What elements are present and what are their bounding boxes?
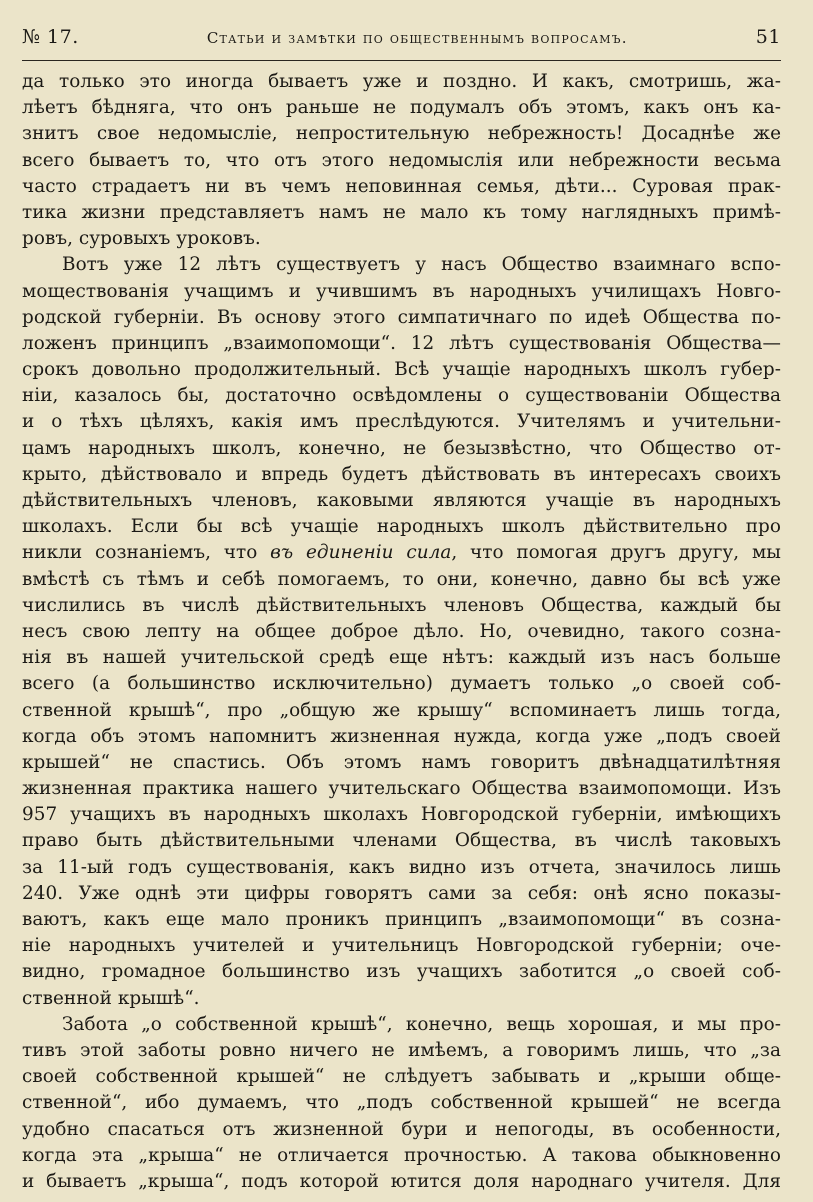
- text-line: тивъ этой заботы ровно ничего не имѣемъ, а говоримъ лишь, что „за: [22, 1039, 781, 1061]
- text-line: несъ свою лепту на общее доброе дѣло. Но, очевидно, такого созна-: [22, 620, 781, 642]
- text-line: право быть дѣйствительными членами Общества, въ числѣ таковыхъ: [22, 830, 781, 852]
- text-line: числились въ числѣ дѣйствительныхъ членовъ Общества, каждый бы: [22, 594, 781, 616]
- text-line: ственной“, ибо думаемъ, что „подъ собственной крышей“ не всегда: [22, 1092, 781, 1114]
- text-line: лѣетъ бѣдняга, что онъ раньше не подумалъ объ этомъ, какъ онъ ка-: [22, 97, 781, 119]
- text-line: тика жизни представляетъ намъ не мало къ тому наглядныхъ примѣ-: [22, 201, 781, 223]
- text-line: срокъ довольно продолжительный. Всѣ учащіе народныхъ школъ губер-: [22, 359, 781, 381]
- text-line: и бываетъ „крыша“, подъ которой ютится доля народнаго учителя. Для: [22, 1170, 781, 1192]
- text-line: ложенъ принципъ „взаимопомощи“. 12 лѣтъ существованія Общества—: [22, 332, 781, 354]
- text-line: за 11-ый годъ существованія, какъ видно изъ отчета, значилось лишь: [22, 856, 781, 878]
- text-line: да только это иногда бываетъ уже и поздно. И какъ, смотришь, жа-: [22, 71, 781, 92]
- text-line: крыто, дѣйствовало и впредь будетъ дѣйствовать въ интересахъ своихъ: [22, 463, 781, 485]
- text-line: всего бываетъ то, что отъ этого недомыслія или небрежности весьма: [22, 149, 781, 171]
- text-segment: никли сознаніемъ, что: [22, 542, 271, 564]
- text-line: всего (а большинство исключительно) думаетъ только „о своей соб-: [22, 673, 781, 695]
- text-line: видно, громадное большинство изъ учащихъ заботится „о своей соб-: [22, 961, 781, 983]
- text-line: родской губерніи. Въ основу этого симпатичнаго по идеѣ Общества по-: [22, 306, 781, 328]
- text-line: цамъ народныхъ школъ, конечно, не безызвѣстно, что Общество от-: [22, 437, 781, 459]
- text-line: часто страдаетъ ни въ чемъ неповинная семья, дѣти... Суровая прак-: [22, 175, 781, 197]
- text-line: Забота „о собственной крышѣ“, конечно, вещь хорошая, и мы про-: [62, 1013, 781, 1035]
- text-line: удобно спасаться отъ жизненной бури и непогоды, въ особенности,: [22, 1118, 781, 1140]
- article-body: [22, 69, 781, 1195]
- text-line: [22, 540, 781, 566]
- text-line: когда эта „крыша“ не отличается прочностью. А такова обыкновенно: [22, 1144, 781, 1166]
- text-line: ніи, казалось бы, достаточно освѣдомлены о существованіи Общества: [22, 385, 781, 407]
- text-line: вмѣстѣ съ тѣмъ и себѣ помогаемъ, то они, конечно, давно бы всѣ уже: [22, 568, 781, 590]
- text-line: 240. Уже однѣ эти цифры говорятъ сами за себя: онѣ ясно показы-: [22, 882, 781, 904]
- page-number: 51: [755, 26, 781, 48]
- text-line: когда объ этомъ напомнитъ жизненная нужда, когда уже „подъ своей: [22, 725, 781, 747]
- text-line: ственной крышѣ“.: [22, 987, 200, 1009]
- running-header: [22, 26, 781, 61]
- text-line: крышей“ не спастись. Объ этомъ намъ говоритъ двѣнадцатилѣтняя: [22, 751, 781, 773]
- text-segment: , что помогая другъ другу, мы: [451, 542, 781, 564]
- text-line: Вотъ уже 12 лѣтъ существуетъ у насъ Общество взаимнаго вспо-: [62, 254, 781, 276]
- text-line: нія въ нашей учительской средѣ еще нѣтъ: каждый изъ насъ больше: [22, 647, 781, 669]
- emphasis-text: въ единеніи сила: [270, 542, 452, 564]
- text-line: моществованія учащимъ и учившимъ въ народныхъ училищахъ Новго-: [22, 280, 781, 302]
- issue-number: № 17.: [22, 26, 79, 48]
- text-line: 957 учащихъ въ народныхъ школахъ Новгородской губерніи, имѣющихъ: [22, 804, 781, 826]
- text-line: ніе народныхъ учителей и учительницъ Новгородской губерніи; оче-: [22, 935, 781, 957]
- text-line: ровъ, суровыхъ уроковъ.: [22, 228, 261, 250]
- text-line: жизненная практика нашего учительскаго Общества взаимопомощи. Изъ: [22, 778, 781, 800]
- text-line: ственной крышѣ“, про „общую же крышу“ вспоминаетъ лишь тогда,: [22, 699, 781, 721]
- text-line: и о тѣхъ цѣляхъ, какія имъ преслѣдуются. Учителямъ и учительни-: [22, 411, 781, 433]
- text-line: знитъ свое недомысліе, непростительную небрежность! Досаднѣе же: [22, 123, 781, 145]
- section-title: Статьи и замѣтки по общественнымъ вопросамъ.: [206, 29, 628, 47]
- text-line: своей собственной крышей“ не слѣдуетъ забывать и „крыши обще-: [22, 1066, 781, 1088]
- text-line: ваютъ, какъ еще мало проникъ принципъ „взаимопомощи“ въ созна-: [22, 909, 781, 930]
- text-line: дѣйствительныхъ членовъ, каковыми являются учащіе въ народныхъ: [22, 490, 781, 511]
- text-line: школахъ. Если бы всѣ учащіе народныхъ школъ дѣйствительно про: [22, 516, 781, 538]
